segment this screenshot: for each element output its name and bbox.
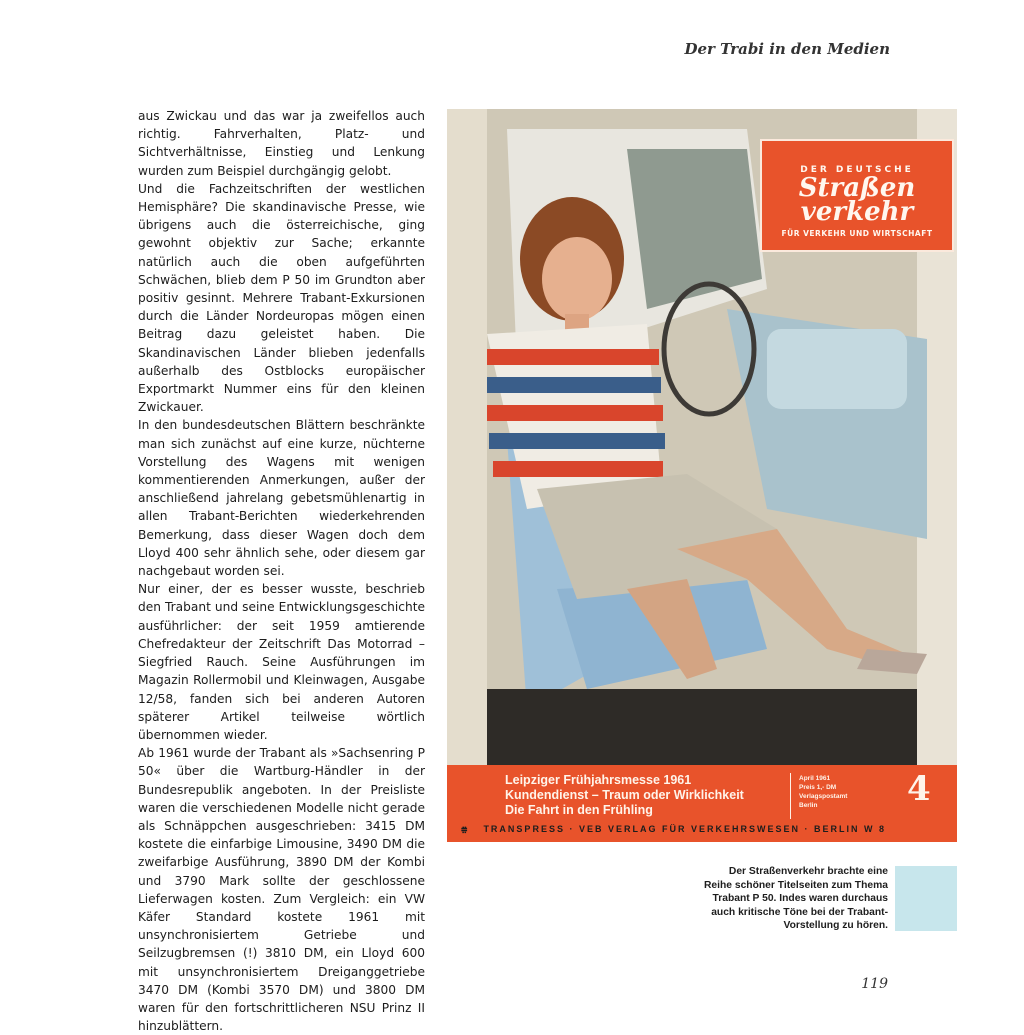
divider <box>790 773 791 819</box>
paragraph: Nur einer, der es besser wusste, beschrieb den Trabant und seine Entwicklungsgeschichte ausführlicher: der seit 1959 amtierende Chefredakteur der Zeitschrift Das Motorrad – Siegfried Rauch. Seine Ausführungen im Magazin Rollermobil und Kleinwagen, Ausgabe 12/58, fanden sich bei anderen Autoren späterer Artikel teilweise wörtlich übernommen wieder. <box>138 582 425 742</box>
cover-meta-line: April 1961 <box>799 775 831 782</box>
body-text-column <box>138 107 425 1035</box>
publisher-line <box>461 823 886 836</box>
publisher-text: TRANSPRESS · VEB VERLAG FÜR VERKEHRSWESEN · BERLIN W 8 <box>483 824 886 834</box>
paragraph: In den bundesdeutschen Blättern beschränkte man sich zunächst auf eine kurze, nüchterne Vorstellung des Wagens mit wenigen kommentierenden Anmerkungen, außer der anschließend jahrelang gebetsmühlenartig in allen Trabant-Berichten wiederkehrenden Bemerkung, dass dieser Wagen doch dem Lloyd 400 sehr ähnlich sehe, oder diesem gar nachgebaut worden sei. <box>138 418 425 579</box>
page-number: 119 <box>861 976 888 992</box>
cover-headlines <box>505 773 744 818</box>
image-caption: Der Straßenverkehr brachte eine Reihe schöner Titelseiten zum Thema Trabant P 50. Indes waren durchaus auch kritische Töne bei der Trabant-Vorstellung zu hören. <box>703 866 888 932</box>
masthead-title-line-1: Straßen <box>798 173 916 203</box>
cover-meta-line: Berlin <box>799 802 818 809</box>
running-head: Der Trabi in den Medien <box>684 40 890 58</box>
paragraph: Ab 1961 wurde der Trabant als »Sachsenring P 50« über die Wartburg-Händler in der Bundesrepublik angeboten. In der Preisliste waren die verschiedenen Modelle nicht gerade als Schnäppchen ausgeschrieben: 3415 DM kostete die einfarbige Limousine, 3490 DM die zweifarbige Ausführung, 3890 DM der Kombi und 3790 Mark sollte der geschlossene Lieferwagen kosten. Zum Vergleich: ein VW Käfer Standard kostete 1961 mit unsynchronisiertem Getriebe und Seilzugbremsen (!) 3810 DM, ein Lloyd 600 mit unsynchronisiertem Dreiganggetriebe 3470 DM (Kombi 3570 DM) und 3800 DM waren für den fortschrittlicheren NSU Prinz II hinzublättern. <box>138 746 425 1034</box>
cover-meta-line: Verlagspostamt <box>799 793 848 800</box>
paragraph: Und die Fachzeitschriften der westlichen Hemisphäre? Die skandinavische Presse, wie übrigens auch die österreichische, ging gewohnt objektiv zur Sache; erkannte natürlich auch die oben aufgeführten Schwächen, blieb dem P 50 im Grundton aber positiv gesinnt. Mehrere Trabant-Exkursionen durch die Länder Nordeuropas mögen einen Beitrag dazu geleistet haben. Die Skandinavischen Länder blieben jedenfalls außerhalb des Ostblocks europäischer Exportmarkt Nummer eins für den kleinen Zwickauer. <box>138 181 425 415</box>
masthead-subtitle: FÜR VERKEHR UND WIRTSCHAFT <box>781 229 933 238</box>
paragraph: aus Zwickau und das war ja zweifellos auch richtig. Fahrverhalten, Platz- und Sichtverhältnisse, Einstieg und Lenkung wurden zum Beispiel durchgängig gelobt. <box>138 109 425 178</box>
cover-meta <box>799 774 847 810</box>
cover-headline: Kundendienst – Traum oder Wirklichkeit <box>505 788 744 802</box>
magazine-cover-image <box>447 109 957 842</box>
magazine-masthead <box>760 139 954 252</box>
cover-headline: Die Fahrt in den Frühling <box>505 803 653 817</box>
caption-accent-box <box>895 866 957 931</box>
publisher-logo-icon: ⩷ <box>461 823 468 835</box>
cover-bottom-band <box>447 765 957 842</box>
cover-headline: Leipziger Frühjahrsmesse 1961 <box>505 773 692 787</box>
cover-meta-line: Preis 1,- DM <box>799 784 837 791</box>
masthead-kicker: DER DEUTSCHE <box>800 165 914 175</box>
issue-number: 4 <box>907 769 931 809</box>
masthead-title-line-2: verkehr <box>800 197 914 227</box>
